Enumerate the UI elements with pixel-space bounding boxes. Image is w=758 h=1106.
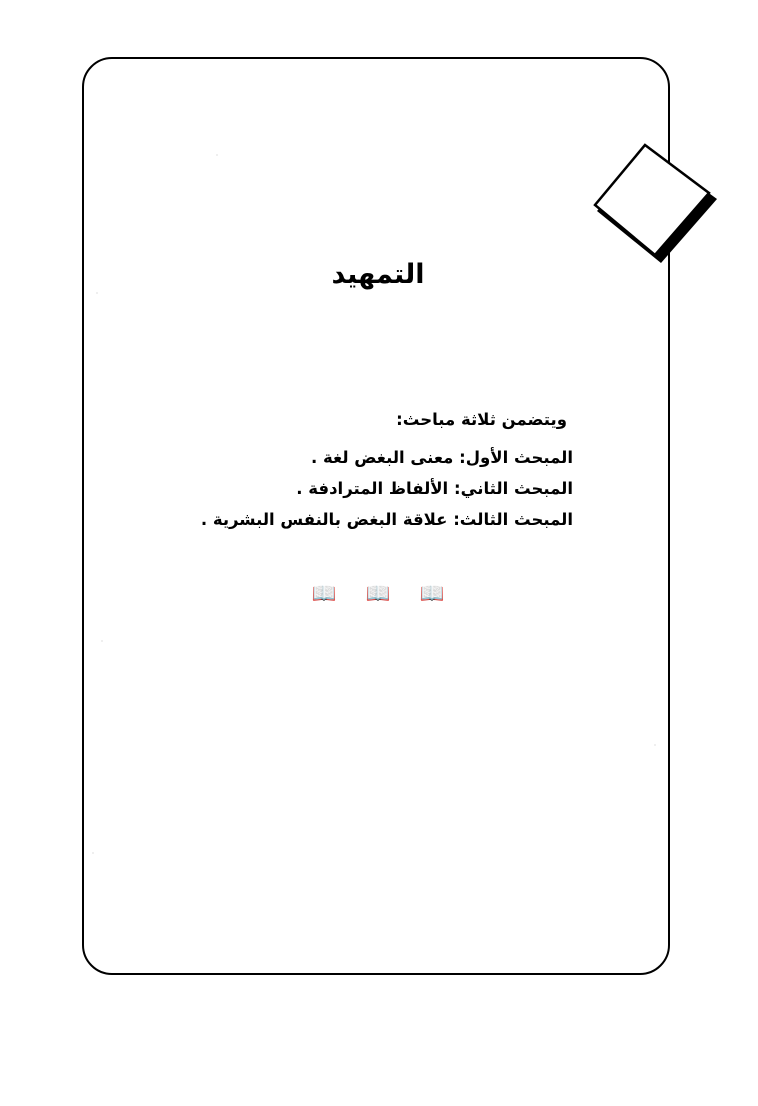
scan-speckle: [101, 640, 103, 642]
decorative-diamond-icon: [589, 137, 724, 272]
scan-speckle: [654, 744, 656, 746]
contents-item-3: [153, 504, 573, 535]
scan-speckle: [92, 852, 94, 854]
book-ornament-icon-1: 📖: [311, 581, 337, 605]
contents-item-3-value: علاقة البغض بالنفس البشرية .: [200, 510, 448, 529]
page-title: التمهيد: [331, 259, 425, 290]
page-border-frame: [82, 57, 670, 975]
scan-speckle: [216, 154, 218, 156]
contents-intro: ويتضمن ثلاثة مباحث:: [396, 410, 567, 429]
contents-item-1: [153, 442, 573, 473]
contents-list: [153, 404, 573, 535]
contents-item-2: [153, 473, 573, 504]
contents-item-2-label: المبحث الثاني:: [453, 479, 573, 498]
contents-item-2-value: الألفاظ المترادفة .: [296, 479, 449, 498]
scan-speckle: [96, 292, 98, 294]
book-ornament-icon-3: 📖: [419, 581, 445, 605]
contents-item-1-value: معنى البغض لغة .: [310, 448, 454, 467]
contents-item-1-label: المبحث الأول:: [459, 448, 573, 467]
contents-item-3-label: المبحث الثالث:: [453, 510, 573, 529]
ornament-row: [84, 583, 672, 604]
book-ornament-icon-2: 📖: [365, 581, 391, 605]
